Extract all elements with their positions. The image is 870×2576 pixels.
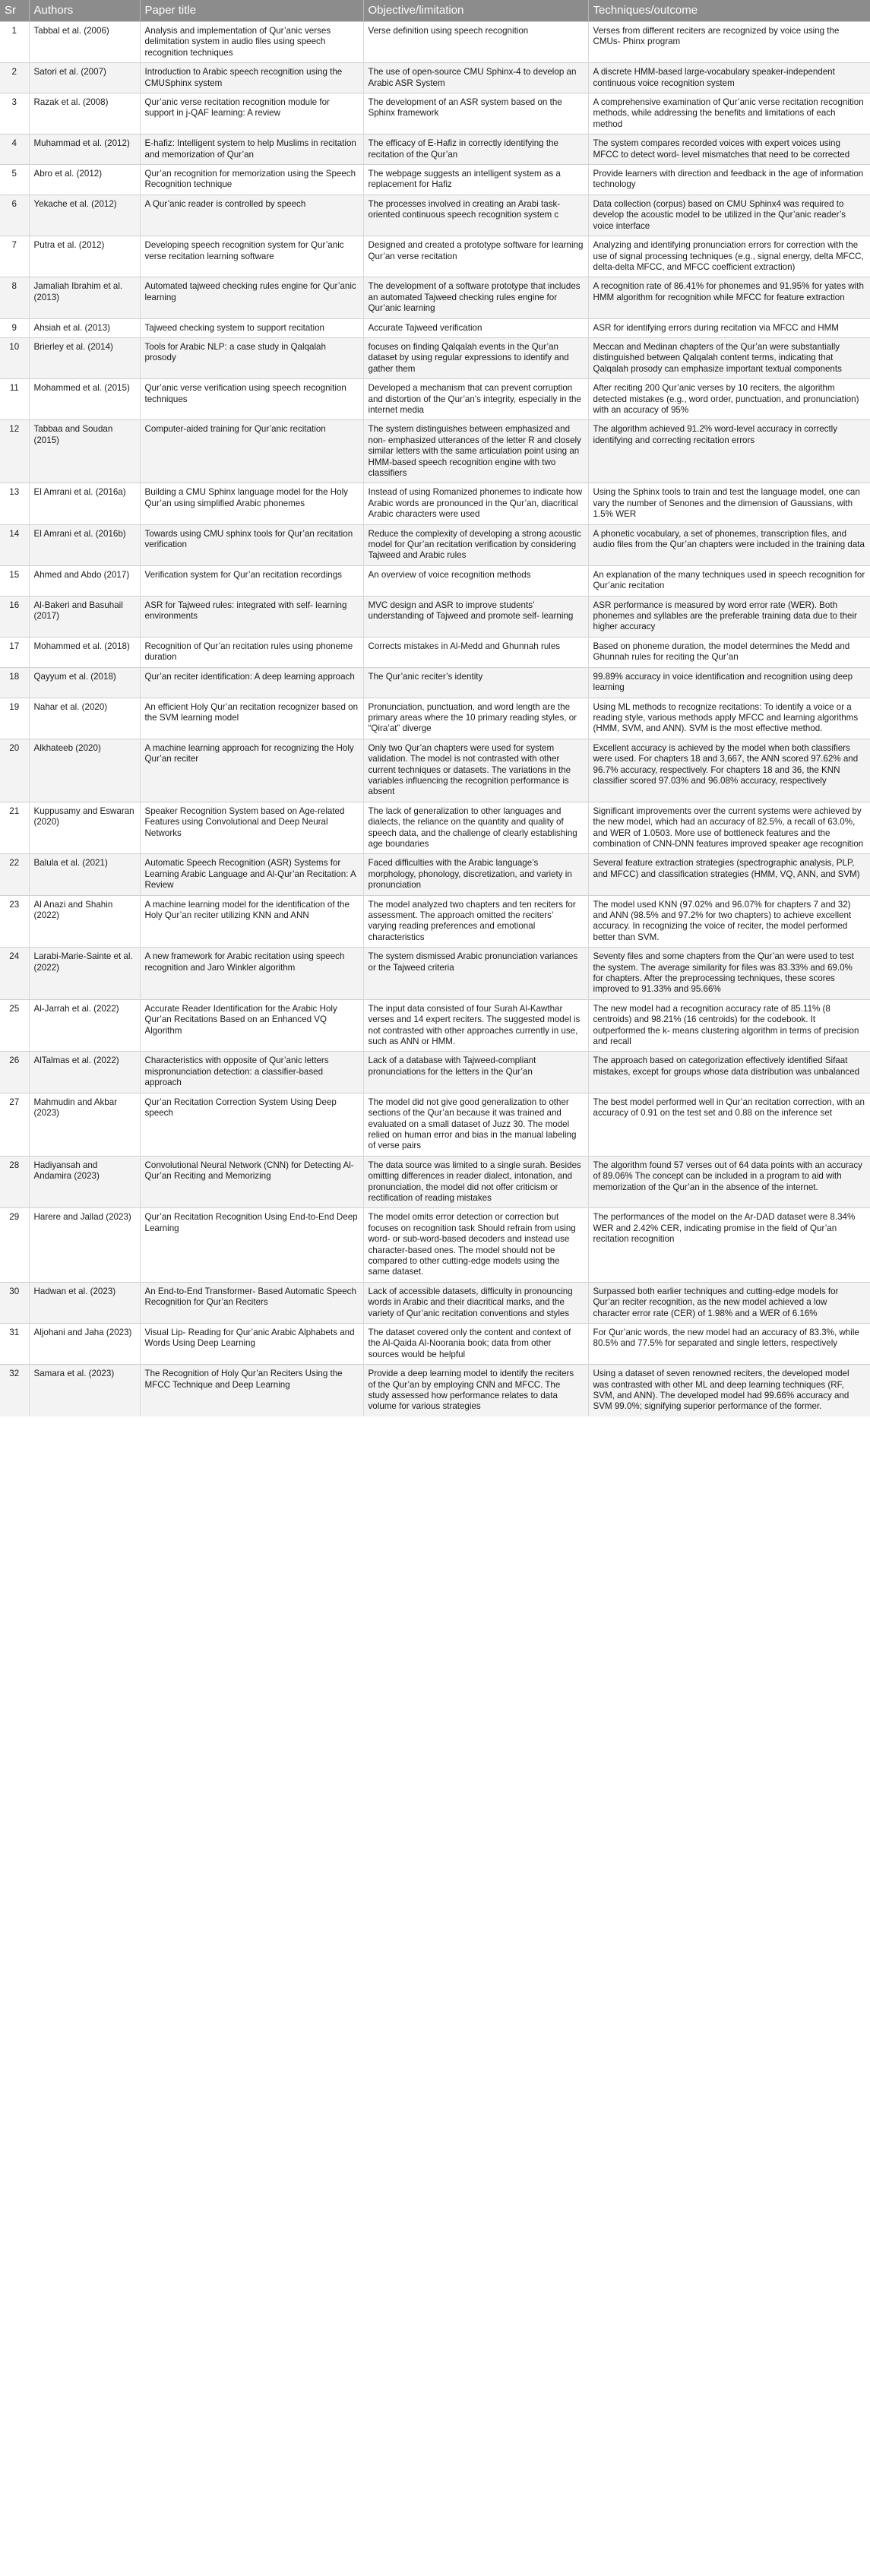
objective-cell: focuses on finding Qalqalah events in the Qur’an dataset by using regular expressions to identify and gather them (363, 337, 588, 378)
authors-cell: El Amrani et al. (2016b) (29, 524, 140, 565)
header-paper-title: Paper title (140, 0, 363, 22)
paper-title-cell: A Qur’anic reader is controlled by speech (140, 195, 363, 236)
sr-cell: 21 (0, 802, 29, 854)
sr-cell: 29 (0, 1208, 29, 1282)
paper-title-cell: Developing speech recognition system for Qur’anic verse recitation learning software (140, 236, 363, 277)
table-row (0, 698, 870, 739)
table-row (0, 195, 870, 236)
header-sr: Sr (0, 0, 29, 22)
authors-cell: Larabi-Marie-Sainte et al. (2022) (29, 948, 140, 1000)
outcome-cell: Excellent accuracy is achieved by the model when both classifiers were used. For chapters 18 and 3,667, the ANN scored 97.62% and 96.7% accuracy, respectively. For chapters 18 and 36, the KNN classifier scored 97.03% and 96.08% accuracy, respectively (588, 739, 870, 802)
outcome-cell: The system compares recorded voices with expert voices using MFCC to detect word- level mismatches that need to be corrected (588, 134, 870, 165)
objective-cell: Verse definition using speech recognition (363, 22, 588, 63)
paper-title-cell: Qur’an Recitation Recognition Using End-to-End Deep Learning (140, 1208, 363, 1282)
outcome-cell: Based on phoneme duration, the model determines the Medd and Ghunnah rules for reciting the Qur’an (588, 637, 870, 667)
objective-cell: The lack of generalization to other languages and dialects, the reliance on the quantity and quality of speech data, and the challenge of clearly establishing age boundaries (363, 802, 588, 854)
sr-cell: 25 (0, 999, 29, 1052)
sr-cell: 24 (0, 948, 29, 1000)
paper-title-cell: A machine learning approach for recognizing the Holy Qur’an reciter (140, 739, 363, 802)
outcome-cell: Using the Sphinx tools to train and test the language model, one can vary the number of Senones and the dimension of Gaussians, with 1.5% WER (588, 483, 870, 524)
header-row (0, 0, 870, 22)
table-row (0, 483, 870, 524)
table-row (0, 1208, 870, 1282)
outcome-cell: The new model had a recognition accuracy rate of 85.11% (8 centroids) and 98.21% (16 centroids) for the codebook. It outperformed the k- means clustering algorithm in terms of precision and recall (588, 999, 870, 1052)
sr-cell: 8 (0, 277, 29, 318)
authors-cell: Hadwan et al. (2023) (29, 1282, 140, 1323)
sr-cell: 27 (0, 1093, 29, 1156)
authors-cell: Tabbaa and Soudan (2015) (29, 420, 140, 483)
table-row (0, 1052, 870, 1093)
objective-cell: Provide a deep learning model to identify the reciters of the Qur’an by employing CNN and MFCC. The study assessed how performance relates to data volume for various strategies (363, 1365, 588, 1416)
objective-cell: Only two Qur’an chapters were used for system validation. The model is not contrasted with other current techniques or datasets. The variations in the variables influencing the recognition performance is absent (363, 739, 588, 802)
objective-cell: The model omits error detection or correction but focuses on recognition task Should refrain from using word- or sub-word-based decoders and instead use character-based ones. The model should not be compared to other cutting-edge models using the same dataset. (363, 1208, 588, 1282)
objective-cell: Instead of using Romanized phonemes to indicate how Arabic words are pronounced in the Qur’an, diacritical Arabic characters were used (363, 483, 588, 524)
authors-cell: Al Anazi and Shahin (2022) (29, 895, 140, 948)
sr-cell: 6 (0, 195, 29, 236)
paper-title-cell: Qur’an reciter identification: A deep learning approach (140, 667, 363, 698)
outcome-cell: Using ML methods to recognize recitations: To identify a voice or a reading style, various methods apply MFCC and learning algorithms (HMM, SVM, and ANN). SVM is the most effective method. (588, 698, 870, 739)
outcome-cell: The model used KNN (97.02% and 96.07% for chapters 7 and 32) and ANN (98.5% and 97.2% for two chapters) to achieve excellent accuracy. In recognizing the voice of reciter, the model performed better than SVM. (588, 895, 870, 948)
outcome-cell: ASR for identifying errors during recitation via MFCC and HMM (588, 318, 870, 337)
outcome-cell: A comprehensive examination of Qur’anic verse recitation recognition methods, while addressing the benefits and limitations of each method (588, 93, 870, 134)
authors-cell: Al-Bakeri and Basuhail (2017) (29, 596, 140, 637)
outcome-cell: Several feature extraction strategies (spectrographic analysis, PLP, and MFCC) and classification strategies (HMM, VQ, ANN, and SVM) (588, 854, 870, 895)
paper-title-cell: Qur’an Recitation Correction System Using Deep speech (140, 1093, 363, 1156)
authors-cell: Harere and Jallad (2023) (29, 1208, 140, 1282)
authors-cell: Mohammed et al. (2018) (29, 637, 140, 667)
authors-cell: Nahar et al. (2020) (29, 698, 140, 739)
sr-cell: 4 (0, 134, 29, 165)
objective-cell: Designed and created a prototype software for learning Qur’an verse recitation (363, 236, 588, 277)
paper-title-cell: Accurate Reader Identification for the Arabic Holy Qur’an Recitations Based on an Enhanced VQ Algorithm (140, 999, 363, 1052)
table-row (0, 1282, 870, 1323)
authors-cell: Yekache et al. (2012) (29, 195, 140, 236)
outcome-cell: A recognition rate of 86.41% for phonemes and 91.95% for yates with HMM algorithm for recognition while MFCC for feature extraction (588, 277, 870, 318)
outcome-cell: A phonetic vocabulary, a set of phonemes, transcription files, and audio files from the Qur’an chapters were included in the training data (588, 524, 870, 565)
authors-cell: Qayyum et al. (2018) (29, 667, 140, 698)
outcome-cell: ASR performance is measured by word error rate (WER). Both phonemes and syllables are the preferable training data due to their higher accuracy (588, 596, 870, 637)
sr-cell: 5 (0, 165, 29, 195)
table-row (0, 318, 870, 337)
paper-title-cell: E-hafiz: Intelligent system to help Muslims in recitation and memorization of Qur’an (140, 134, 363, 165)
authors-cell: Tabbal et al. (2006) (29, 22, 140, 63)
paper-title-cell: The Recognition of Holy Qur’an Reciters Using the MFCC Technique and Deep Learning (140, 1365, 363, 1416)
authors-cell: Jamaliah Ibrahim et al. (2013) (29, 277, 140, 318)
table-row (0, 948, 870, 1000)
authors-cell: Al-Jarrah et al. (2022) (29, 999, 140, 1052)
objective-cell: The model did not give good generalization to other sections of the Qur’an because it was trained and evaluated on a small dataset of Juzz 30. The model relied on human error and bias in the manual labeling of verse pairs (363, 1093, 588, 1156)
table-row (0, 22, 870, 63)
authors-cell: AlTalmas et al. (2022) (29, 1052, 140, 1093)
sr-cell: 2 (0, 63, 29, 93)
objective-cell: Corrects mistakes in Al-Medd and Ghunnah rules (363, 637, 588, 667)
objective-cell: The webpage suggests an intelligent system as a replacement for Hafiz (363, 165, 588, 195)
sr-cell: 1 (0, 22, 29, 63)
outcome-cell: Seventy files and some chapters from the Qur’an were used to test the system. The average similarity for files was 83.33% and 69.0% for chapters. After the preprocessing techniques, these scores improved to 91.33% and 95.66% (588, 948, 870, 1000)
sr-cell: 11 (0, 379, 29, 420)
paper-title-cell: Tools for Arabic NLP: a case study in Qalqalah prosody (140, 337, 363, 378)
authors-cell: Kuppusamy and Eswaran (2020) (29, 802, 140, 854)
sr-cell: 18 (0, 667, 29, 698)
authors-cell: Mahmudin and Akbar (2023) (29, 1093, 140, 1156)
outcome-cell: The algorithm achieved 91.2% word-level accuracy in correctly identifying and correcting recitation errors (588, 420, 870, 483)
table-row (0, 637, 870, 667)
outcome-cell: 99.89% accuracy in voice identification and recognition using deep learning (588, 667, 870, 698)
paper-title-cell: Tajweed checking system to support recitation (140, 318, 363, 337)
paper-title-cell: Visual Lip- Reading for Qur’anic Arabic Alphabets and Words Using Deep Learning (140, 1324, 363, 1365)
paper-title-cell: Introduction to Arabic speech recognition using the CMUSphinx system (140, 63, 363, 93)
authors-cell: Mohammed et al. (2015) (29, 379, 140, 420)
paper-title-cell: Speaker Recognition System based on Age-related Features using Convolutional and Deep Neural Networks (140, 802, 363, 854)
table-row (0, 565, 870, 596)
table-row (0, 596, 870, 637)
paper-title-cell: A new framework for Arabic recitation using speech recognition and Jaro Winkler algorithm (140, 948, 363, 1000)
table-row (0, 1156, 870, 1208)
objective-cell: MVC design and ASR to improve students’ understanding of Tajweed and promote self- learning (363, 596, 588, 637)
paper-title-cell: Qur’anic verse recitation recognition module for support in j-QAF learning: A review (140, 93, 363, 134)
objective-cell: Faced difficulties with the Arabic language’s morphology, phonology, discretization, and variety in pronunciation (363, 854, 588, 895)
table-row (0, 63, 870, 93)
outcome-cell: Data collection (corpus) based on CMU Sphinx4 was required to develop the acoustic model to be utilized in the Qur’anic reader’s voice interface (588, 195, 870, 236)
paper-title-cell: Qur’anic verse verification using speech recognition techniques (140, 379, 363, 420)
table-row (0, 739, 870, 802)
objective-cell: An overview of voice recognition methods (363, 565, 588, 596)
paper-title-cell: Analysis and implementation of Qur’anic verses delimitation system in audio files using speech recognition techniques (140, 22, 363, 63)
objective-cell: The system distinguishes between emphasized and non- emphasized utterances of the letter R and closely similar letters with the same articulation point using an HMM-based speech recognition engine with two classifiers (363, 420, 588, 483)
header-authors: Authors (29, 0, 140, 22)
outcome-cell: A discrete HMM-based large-vocabulary speaker-independent continuous voice recognition system (588, 63, 870, 93)
authors-cell: Hadiyansah and Andamira (2023) (29, 1156, 140, 1208)
authors-cell: Muhammad et al. (2012) (29, 134, 140, 165)
outcome-cell: After reciting 200 Qur’anic verses by 10 reciters, the algorithm detected mistakes (e.g., word order, punctuation, and pronunciation) with an accuracy of 95% (588, 379, 870, 420)
objective-cell: The Qur’anic reciter’s identity (363, 667, 588, 698)
outcome-cell: Surpassed both earlier techniques and cutting-edge models for Qur’an reciter recognition, as the new model achieved a low character error rate (CER) of 1.98% and a WER of 6.16% (588, 1282, 870, 1323)
authors-cell: Alkhateeb (2020) (29, 739, 140, 802)
outcome-cell: Verses from different reciters are recognized by voice using the CMUs- Phinx program (588, 22, 870, 63)
table-row (0, 420, 870, 483)
sr-cell: 30 (0, 1282, 29, 1323)
authors-cell: Ahsiah et al. (2013) (29, 318, 140, 337)
objective-cell: The dataset covered only the content and context of the Al-Qaida Al-Noorania book; data from other sources would be helpful (363, 1324, 588, 1365)
header-techniques-outcome: Techniques/outcome (588, 0, 870, 22)
objective-cell: Developed a mechanism that can prevent corruption and distortion of the Qur’an’s integrity, especially in the internet media (363, 379, 588, 420)
sr-cell: 12 (0, 420, 29, 483)
table-row (0, 165, 870, 195)
sr-cell: 10 (0, 337, 29, 378)
table-row (0, 1324, 870, 1365)
outcome-cell: Using a dataset of seven renowned reciters, the developed model was contrasted with other ML and deep learning techniques (RF, SVM, and ANN). The developed model had 99.66% accuracy and SVM 99.0%; signifying superior performance of the former. (588, 1365, 870, 1416)
outcome-cell: Significant improvements over the current systems were achieved by the new model, which had an accuracy of 82.5%, a recall of 63.0%, and WER of 1.0503. More use of bottleneck features and the combination of CNN-DNN features improved speaker age recognition (588, 802, 870, 854)
objective-cell: The development of an ASR system based on the Sphinx framework (363, 93, 588, 134)
table-row (0, 93, 870, 134)
sr-cell: 20 (0, 739, 29, 802)
paper-title-cell: A machine learning model for the identification of the Holy Qur’an reciter utilizing KNN and ANN (140, 895, 363, 948)
outcome-cell: Meccan and Medinan chapters of the Qur’an were substantially distinguished between Qalqalah content terms, indicating that Qalqalah prosody can emphasize important textual components (588, 337, 870, 378)
outcome-cell: The best model performed well in Qur’an recitation correction, with an accuracy of 0.91 on the test set and 0.88 on the inference set (588, 1093, 870, 1156)
paper-title-cell: An efficient Holy Qur’an recitation recognizer based on the SVM learning model (140, 698, 363, 739)
sr-cell: 17 (0, 637, 29, 667)
paper-title-cell: Qur’an recognition for memorization using the Speech Recognition technique (140, 165, 363, 195)
sr-cell: 23 (0, 895, 29, 948)
paper-title-cell: Characteristics with opposite of Qur’anic letters mispronunciation detection: a classifier-based approach (140, 1052, 363, 1093)
objective-cell: The system dismissed Arabic pronunciation variances or the Tajweed criteria (363, 948, 588, 1000)
table-row (0, 667, 870, 698)
table-row (0, 895, 870, 948)
objective-cell: Lack of accessible datasets, difficulty in pronouncing words in Arabic and their diacritical marks, and the variety of Qur’anic recitation conventions and styles (363, 1282, 588, 1323)
paper-title-cell: Towards using CMU sphinx tools for Qur’an recitation verification (140, 524, 363, 565)
header-objective-limitation: Objective/limitation (363, 0, 588, 22)
sr-cell: 15 (0, 565, 29, 596)
paper-title-cell: ASR for Tajweed rules: integrated with self- learning environments (140, 596, 363, 637)
table-row (0, 277, 870, 318)
table-row (0, 802, 870, 854)
sr-cell: 16 (0, 596, 29, 637)
authors-cell: Putra et al. (2012) (29, 236, 140, 277)
sr-cell: 3 (0, 93, 29, 134)
paper-title-cell: Building a CMU Sphinx language model for the Holy Qur’an using simplified Arabic phonemes (140, 483, 363, 524)
outcome-cell: The performances of the model on the Ar-DAD dataset were 8.34% WER and 2.42% CER, indicating promise in the field of Qur’an recitation recognition (588, 1208, 870, 1282)
table-row (0, 524, 870, 565)
objective-cell: The input data consisted of four Surah Al-Kawthar verses and 14 expert reciters. The suggested model is not contrasted with other approaches currently in use, such as ANN or HMM. (363, 999, 588, 1052)
sr-cell: 7 (0, 236, 29, 277)
objective-cell: The data source was limited to a single surah. Besides omitting differences in reader dialect, intonation, and pronunciation, the model did not offer criticism or rectification of reading mistakes (363, 1156, 588, 1208)
authors-cell: Balula et al. (2021) (29, 854, 140, 895)
authors-cell: Satori et al. (2007) (29, 63, 140, 93)
authors-cell: Brierley et al. (2014) (29, 337, 140, 378)
authors-cell: Ahmed and Abdo (2017) (29, 565, 140, 596)
authors-cell: Razak et al. (2008) (29, 93, 140, 134)
authors-cell: El Amrani et al. (2016a) (29, 483, 140, 524)
table-row (0, 999, 870, 1052)
table-row (0, 337, 870, 378)
sr-cell: 14 (0, 524, 29, 565)
authors-cell: Samara et al. (2023) (29, 1365, 140, 1416)
paper-title-cell: Automatic Speech Recognition (ASR) Systems for Learning Arabic Language and Al-Qur’an Recitation: A Review (140, 854, 363, 895)
objective-cell: The efficacy of E-Hafiz in correctly identifying the recitation of the Qur’an (363, 134, 588, 165)
outcome-cell: The algorithm found 57 verses out of 64 data points with an accuracy of 89.06% The concept can be included in a program to aid with memorization of the Qur’an in the absence of the internet. (588, 1156, 870, 1208)
sr-cell: 26 (0, 1052, 29, 1093)
outcome-cell: For Qur’anic words, the new model had an accuracy of 83.3%, while 80.5% and 77.5% for separated and single letters, respectively (588, 1324, 870, 1365)
paper-title-cell: Computer-aided training for Qur’anic recitation (140, 420, 363, 483)
table-row (0, 1365, 870, 1416)
paper-title-cell: Recognition of Qur’an recitation rules using phoneme duration (140, 637, 363, 667)
table-row (0, 236, 870, 277)
paper-title-cell: Verification system for Qur’an recitation recordings (140, 565, 363, 596)
objective-cell: The processes involved in creating an Arabi task-oriented continuous speech recognition system c (363, 195, 588, 236)
sr-cell: 22 (0, 854, 29, 895)
outcome-cell: Provide learners with direction and feedback in the age of information technology (588, 165, 870, 195)
table-row (0, 134, 870, 165)
outcome-cell: Analyzing and identifying pronunciation errors for correction with the use of signal processing techniques (e.g., signal energy, delta MFCC, delta-delta MFCC, and MFCC coefficient extraction) (588, 236, 870, 277)
sr-cell: 31 (0, 1324, 29, 1365)
objective-cell: Reduce the complexity of developing a strong acoustic model for Qur’an recitation verification by considering Tajweed and Arabic rules (363, 524, 588, 565)
sr-cell: 32 (0, 1365, 29, 1416)
outcome-cell: An explanation of the many techniques used in speech recognition for Qur’anic recitation (588, 565, 870, 596)
objective-cell: The development of a software prototype that includes an automated Tajweed checking rules engine for Qur’anic learning (363, 277, 588, 318)
paper-title-cell: Convolutional Neural Network (CNN) for Detecting Al- Qur’an Reciting and Memorizing (140, 1156, 363, 1208)
objective-cell: The use of open-source CMU Sphinx-4 to develop an Arabic ASR System (363, 63, 588, 93)
paper-title-cell: Automated tajweed checking rules engine for Qur’anic learning (140, 277, 363, 318)
objective-cell: The model analyzed two chapters and ten reciters for assessment. The approach omitted the reciters’ varying reading preferences and emotional characteristics (363, 895, 588, 948)
sr-cell: 9 (0, 318, 29, 337)
authors-cell: Abro et al. (2012) (29, 165, 140, 195)
sr-cell: 28 (0, 1156, 29, 1208)
objective-cell: Lack of a database with Tajweed-compliant pronunciations for the letters in the Qur’an (363, 1052, 588, 1093)
table-row (0, 379, 870, 420)
paper-title-cell: An End-to-End Transformer- Based Automatic Speech Recognition for Qur’an Reciters (140, 1282, 363, 1323)
sr-cell: 19 (0, 698, 29, 739)
objective-cell: Pronunciation, punctuation, and word length are the primary areas where the 10 primary reading styles, or “Qira’at” diverge (363, 698, 588, 739)
outcome-cell: The approach based on categorization effectively identified Sifaat mistakes, except for groups whose data distribution was unbalanced (588, 1052, 870, 1093)
sr-cell: 13 (0, 483, 29, 524)
authors-cell: Aljohani and Jaha (2023) (29, 1324, 140, 1365)
objective-cell: Accurate Tajweed verification (363, 318, 588, 337)
table-row (0, 1093, 870, 1156)
table-row (0, 854, 870, 895)
